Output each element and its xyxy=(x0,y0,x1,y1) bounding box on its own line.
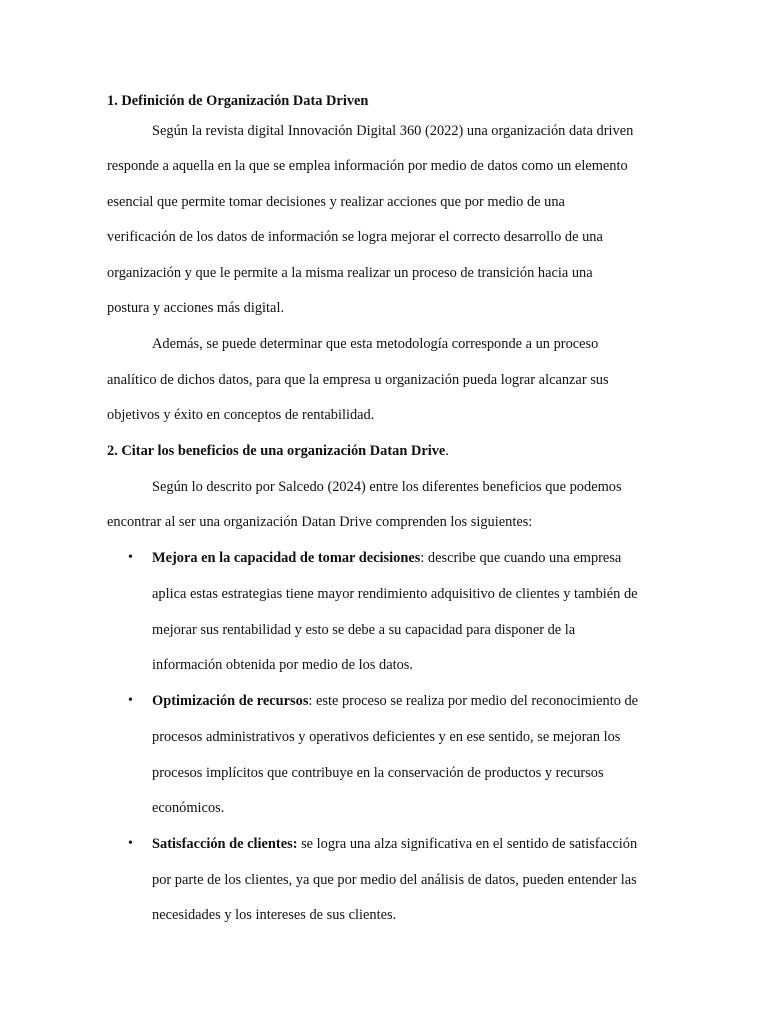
bullet-icon: • xyxy=(128,550,133,565)
bullet-item-line: procesos administrativos y operativos deficientes y en ese sentido, se mejoran los xyxy=(152,729,621,745)
paragraph-line: verificación de los datos de información se logra mejorar el correcto desarrollo de una xyxy=(107,229,603,245)
paragraph-line: organización y que le permite a la misma realizar un proceso de transición hacia una xyxy=(107,265,593,281)
paragraph-line: analítico de dichos datos, para que la empresa u organización pueda lograr alcanzar sus xyxy=(107,372,609,388)
bullet-item-line: por parte de los clientes, ya que por medio del análisis de datos, pueden entender las xyxy=(152,872,637,888)
bullet-item-line: información obtenida por medio de los datos. xyxy=(152,657,413,673)
bullet-item-line: Mejora en la capacidad de tomar decisiones: describe que cuando una empresa xyxy=(152,550,622,566)
paragraph-line: Según lo descrito por Salcedo (2024) entre los diferentes beneficios que podemos xyxy=(152,479,622,495)
paragraph-line: Según la revista digital Innovación Digital 360 (2022) una organización data driven xyxy=(152,123,634,139)
paragraph-line: objetivos y éxito en conceptos de rentabilidad. xyxy=(107,407,375,423)
paragraph-line: encontrar al ser una organización Datan Drive comprenden los siguientes: xyxy=(107,514,533,530)
bullet-icon: • xyxy=(128,693,133,708)
section-1-heading: 1. Definición de Organización Data Driven xyxy=(107,93,369,109)
bullet-item-line: necesidades y los intereses de sus clientes. xyxy=(152,907,397,923)
paragraph-line: responde a aquella en la que se emplea información por medio de datos como un elemento xyxy=(107,158,628,174)
paragraph-line: postura y acciones más digital. xyxy=(107,300,285,316)
bullet-item-line: aplica estas estrategias tiene mayor rendimiento adquisitivo de clientes y también de xyxy=(152,586,638,602)
bullet-item-line: procesos implícitos que contribuye en la conservación de productos y recursos xyxy=(152,765,604,781)
paragraph-line: Además, se puede determinar que esta metodología corresponde a un proceso xyxy=(152,336,599,352)
paragraph-line: esencial que permite tomar decisiones y realizar acciones que por medio de una xyxy=(107,194,565,210)
bullet-icon: • xyxy=(128,836,133,851)
bullet-item-line: Optimización de recursos: este proceso se realiza por medio del reconocimiento de xyxy=(152,693,639,709)
section-2-heading: 2. Citar los beneficios de una organización Datan Drive. xyxy=(107,443,449,459)
bullet-item-line: económicos. xyxy=(152,800,225,816)
bullet-item-line: mejorar sus rentabilidad y esto se debe a su capacidad para disponer de la xyxy=(152,622,576,638)
bullet-item-line: Satisfacción de clientes: se logra una alza significativa en el sentido de satisfacción xyxy=(152,836,638,852)
